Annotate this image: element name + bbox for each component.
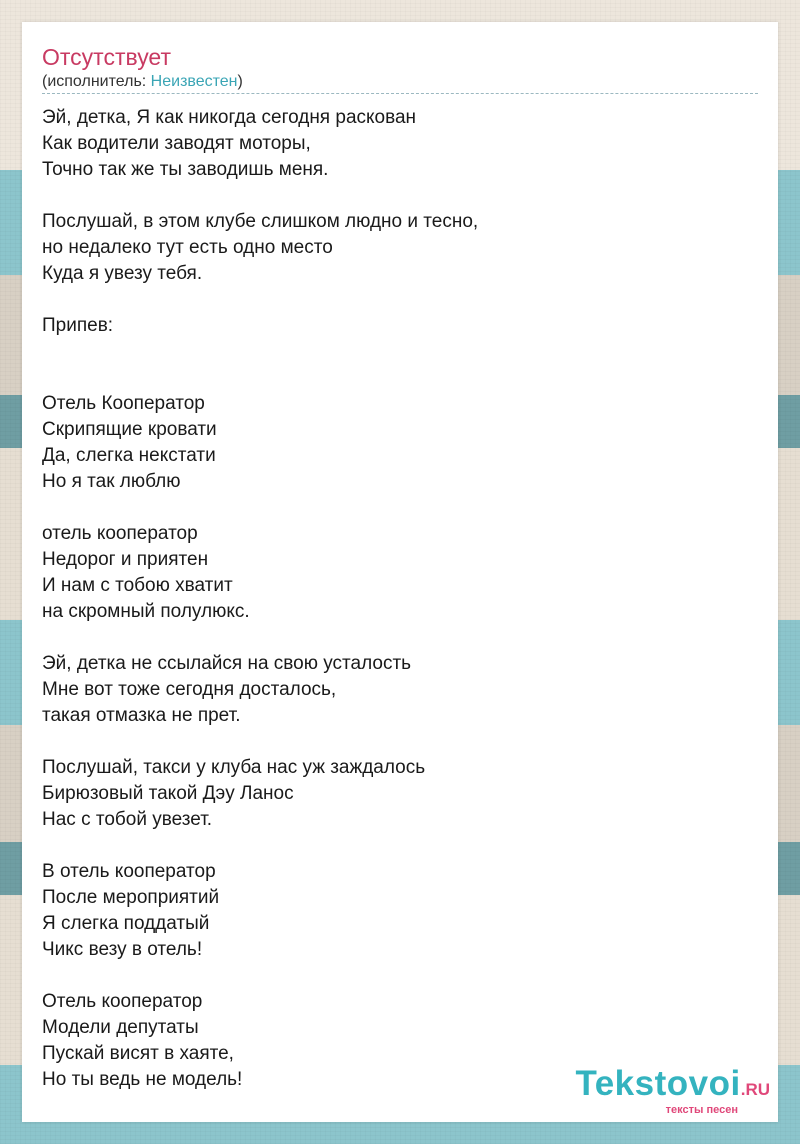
- lyric-line: Послушай, в этом клубе слишком людно и тесно,: [42, 211, 479, 232]
- lyrics-card: [22, 22, 778, 1122]
- lyric-line: Отель кооператор: [42, 991, 203, 1012]
- artist-name-link[interactable]: Неизвестен: [150, 73, 238, 90]
- lyric-line: Нас с тобой увезет.: [42, 809, 213, 830]
- lyric-line: Припев:: [42, 315, 114, 336]
- lyric-line: Скрипящие кровати: [42, 419, 217, 440]
- lyric-line: [42, 729, 742, 755]
- lyric-line: [42, 625, 742, 651]
- lyric-line: [42, 833, 742, 859]
- lyric-line: Недорог и приятен: [42, 549, 209, 570]
- logo-name: Tekstovoi: [575, 1064, 741, 1103]
- artist-line: [42, 73, 243, 91]
- lyric-line: Точно так же ты заводишь меня.: [42, 159, 329, 180]
- lyric-line: отель кооператор: [42, 523, 198, 544]
- lyric-line: Как водители заводят моторы,: [42, 133, 311, 154]
- lyric-line: Мне вот тоже сегодня досталось,: [42, 679, 337, 700]
- lyric-line: Эй, детка не ссылайся на свою усталость: [42, 653, 412, 674]
- lyric-line: такая отмазка не прет.: [42, 705, 241, 726]
- lyric-line: на скромный полулюкс.: [42, 601, 250, 622]
- lyric-line: После мероприятий: [42, 887, 220, 908]
- lyric-line: Но ты ведь не модель!: [42, 1069, 243, 1090]
- lyric-line: Но я так люблю: [42, 471, 181, 492]
- lyric-line: Да, слегка некстати: [42, 445, 216, 466]
- lyric-line: [42, 183, 742, 209]
- lyric-line: Чикс везу в отель!: [42, 939, 203, 960]
- logo-tld: .RU: [740, 1080, 770, 1099]
- lyrics-body: [42, 105, 742, 1093]
- song-title: Отсутствует: [42, 44, 171, 70]
- lyric-line: Я слегка поддатый: [42, 913, 210, 934]
- logo-tagline: тексты песен: [665, 1104, 738, 1116]
- site-logo[interactable]: [575, 1066, 770, 1116]
- lyric-line: [42, 339, 742, 365]
- lyric-line: Послушай, такси у клуба нас уж заждалось: [42, 757, 426, 778]
- lyric-line: [42, 287, 742, 313]
- lyric-line: Куда я увезу тебя.: [42, 263, 203, 284]
- lyric-line: [42, 963, 742, 989]
- lyric-line: Пускай висят в хаяте,: [42, 1043, 234, 1064]
- lyric-line: Бирюзовый такой Дэу Ланос: [42, 783, 294, 804]
- lyric-line: В отель кооператор: [42, 861, 216, 882]
- lyric-line: [42, 365, 742, 391]
- artist-prefix: (исполнитель:: [42, 73, 151, 90]
- lyric-line: Модели депутаты: [42, 1017, 199, 1038]
- lyric-line: Отель Кооператор: [42, 393, 205, 414]
- lyric-line: Эй, детка, Я как никогда сегодня раскован: [42, 107, 417, 128]
- artist-suffix: ): [237, 73, 243, 90]
- logo-wordmark: [575, 1066, 770, 1108]
- lyric-line: [42, 495, 742, 521]
- lyric-line: И нам с тобою хватит: [42, 575, 233, 596]
- lyric-line: но недалеко тут есть одно место: [42, 237, 333, 258]
- title-divider: [42, 93, 758, 94]
